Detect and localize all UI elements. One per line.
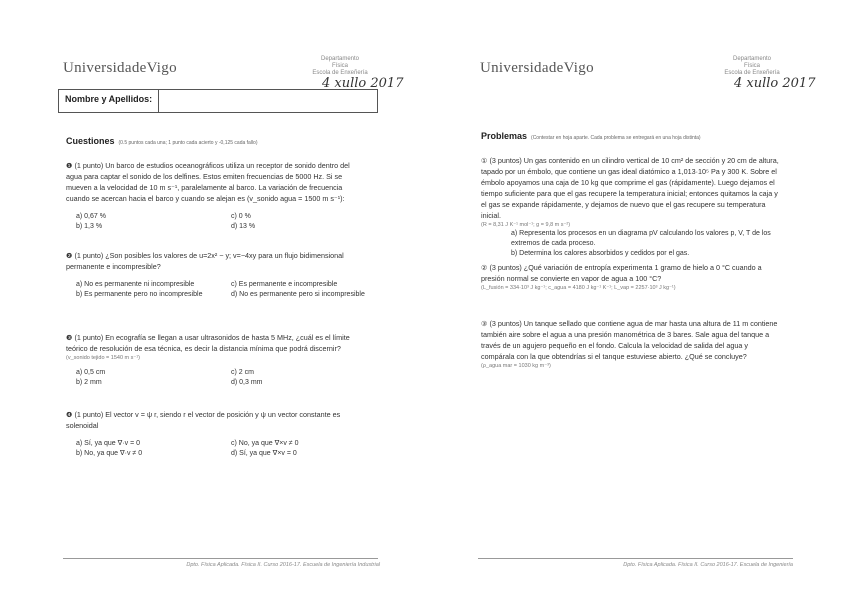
question-3 [66,332,366,387]
left-stamp-line2: Física [331,63,348,69]
name-field-input[interactable] [159,90,377,112]
problem-3-text: ③ (3 puntos) Un tanque sellado que contiene agua de mar hasta una altura de 11 m contiene también aire sobre el agua a una presión manométrica de 3 bares. Sale agua del tanque a través de un agujero pequeño en el fondo. Calcula la velocidad de salida del agua y compárala con la que obtendrías si el tanque estuviese abierto. ¿Qué se concluye? [481,319,778,361]
problem-2 [481,262,781,292]
q3-option-a[interactable]: a) 0,5 cm [76,369,106,376]
q4-option-a[interactable]: a) Sí, ya que ∇·v = 0 [76,440,141,447]
problem-2-reference: (L_fusión = 334·10³ J kg⁻¹; c_agua = 4180 J kg⁻¹ K⁻¹; L_vap = 2257·10³ J kg⁻¹) [481,285,676,291]
q1-option-b[interactable]: b) 1,3 % [76,223,103,230]
question-1 [66,160,366,231]
question-2-options [66,280,366,299]
q2-option-c[interactable]: c) Es permanente e incompresible [231,281,338,288]
question-1-text: ❶ (1 punto) Un barco de estudios oceanográficos utiliza un receptor de sonido dentro del agua para captar el sonido de los delfines. Estos emiten frecuencias de 5000 Hz. Si se mueven a la velocidad de 10 m s⁻¹, paralelamente al barco. La variación de frecuencia cuando se acercan hacia el barco y cuando se alejan es (v_sonido agua = 1500 m s⁻¹): [66,161,350,203]
problem-1-reference: (R = 8,31 J K⁻¹ mol⁻¹; g = 9,8 m s⁻²) [481,222,571,228]
right-department-stamp [712,56,792,77]
q4-option-c[interactable]: c) No, ya que ∇×v ≠ 0 [231,440,299,447]
left-department-stamp [300,56,380,77]
problem-1-part-b: b) Determina los calores absorbidos y cedidos por el gas. [511,250,690,257]
problem-1-part-a: a) Representa los procesos en un diagrama pV calculando los valores p, V, T de los extremos de cada proceso. [511,230,771,247]
question-2-text: ❷ (1 punto) ¿Son posibles los valores de u=2x² − y; v=−4xy para un flujo bidimensional permanente e incompresible? [66,251,344,271]
q3-option-d[interactable]: d) 0,3 mm [231,379,263,386]
question-2 [66,250,366,299]
problems-note: (Contestar en hoja aparte. Cada problema se entregará en una hoja distinta) [531,135,701,141]
question-4-options [66,439,366,458]
question-4 [66,409,366,458]
q3-option-b[interactable]: b) 2 mm [76,379,102,386]
q2-option-a[interactable]: a) No es permanente ni incompresible [76,281,195,288]
questions-title: Cuestiones [66,136,115,146]
q3-option-c[interactable]: c) 2 cm [231,369,254,376]
problem-3 [481,318,781,370]
question-3-options [66,368,366,387]
left-footer-divider [63,558,378,559]
questions-heading [66,136,258,146]
left-footer: Dpto. Física Aplicada. Física II. Curso 2016-17. Escuela de Ingeniería Industrial [186,562,380,568]
problems-title: Problemas [481,131,528,141]
problem-2-text: ② (3 puntos) ¿Qué variación de entropía experimenta 1 gramo de hielo a 0 °C cuando a presión normal se convierte en vapor de agua a 100 °C? [481,263,762,283]
problem-1-text: ① (3 puntos) Un gas contenido en un cilindro vertical de 10 cm² de sección y 20 cm de altura, tapado por un émbolo, que contiene un gas ideal diatómico a 1,013·10⁵ Pa y 300 K. Sobre el émbolo apoyamos una caja de 10 kg que comprime el gas (rápidamente). Luego dejamos el tiempo suficiente para que el gas recupere la temperatura inicial; entonces quitamos la caja y el gas se expande rápidamente, y dejamos de nuevo que el gas recupere su temperatura inicial. [481,156,779,220]
q1-option-d[interactable]: d) 13 % [231,223,256,230]
left-date: 4 xullo 2017 [322,76,404,91]
right-stamp-line2: Física [743,63,760,69]
name-field-box[interactable] [58,89,378,113]
q2-option-d[interactable]: d) No es permanente pero si incompresible [231,291,365,298]
left-stamp-line1: Departamento [320,56,360,62]
right-footer: Dpto. Física Aplicada. Física II. Curso 2016-17. Escuela de Ingeniería [623,562,793,568]
question-3-text: ❸ (1 punto) En ecografía se llegan a usar ultrasonidos de hasta 5 MHz, ¿cuál es el límite teórico de resolución de esa técnica, es decir la distancia mínima que podrá discernir? [66,333,350,353]
questions-note: (0.5 puntos cada una; 1 punto cada acierto y -0,125 cada fallo) [118,140,258,146]
name-field-label: Nombre y Apellidos: [59,90,159,112]
problem-1 [481,155,781,259]
right-date: 4 xullo 2017 [734,76,816,91]
question-3-reference: (v_sonido tejido = 1540 m s⁻¹) [66,355,140,361]
q1-option-c[interactable]: c) 0 % [231,213,251,220]
left-university-logo: UniversidadeVigo [63,60,177,76]
left-stamp-line3: Escola de Enxeñería [312,70,368,76]
right-stamp-line1: Departamento [732,56,772,62]
question-1-options [66,212,366,231]
problems-heading [481,131,701,141]
right-footer-divider [478,558,793,559]
q1-option-a[interactable]: a) 0,67 % [76,213,106,220]
right-stamp-line3: Escola de Enxeñería [724,70,780,76]
q4-option-b[interactable]: b) No, ya que ∇·v ≠ 0 [76,450,143,457]
problem-3-reference: (ρ_agua mar = 1030 kg m⁻³) [481,363,551,369]
question-4-text: ❹ (1 punto) El vector v = ψ r, siendo r el vector de posición y ψ un vector constante es solenoidal [66,410,341,430]
q2-option-b[interactable]: b) Es permanente pero no incompresible [76,291,203,298]
q4-option-d[interactable]: d) Sí, ya que ∇×v = 0 [231,450,297,457]
right-university-logo: UniversidadeVigo [480,60,594,76]
